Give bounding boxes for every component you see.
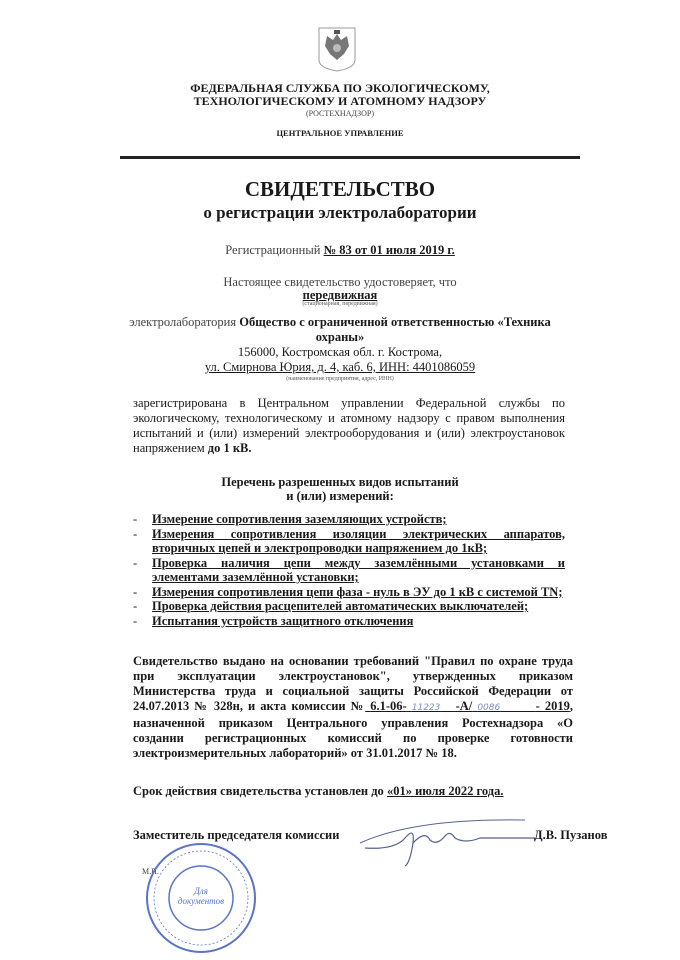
registered-paragraph	[133, 396, 565, 456]
document-title: СВИДЕТЕЛЬСТВО	[244, 177, 436, 201]
tests-list-title: Перечень разрешенных видов испытаний	[221, 475, 459, 489]
basis-paragraph	[133, 654, 573, 761]
stamp-text-cont: документов	[177, 896, 225, 906]
signature	[355, 808, 535, 868]
stamp-text: Для	[194, 886, 208, 896]
list-item-text: Испытания устройств защитного отключения	[152, 613, 414, 628]
address-line1: 156000, Костромская обл. г. Кострома,	[237, 345, 443, 359]
coat-of-arms-emblem	[317, 26, 357, 72]
address-line2: ул. Смирнова Юрия, д. 4, каб. 6, ИНН: 4401086059	[204, 360, 476, 374]
certifies-intro: Настоящее свидетельство удостоверяет, что	[223, 275, 457, 289]
list-item-text: Проверка наличия цепи между заземлёнными установками и элементами заземлённой установки;	[152, 555, 565, 584]
act-number-prefix: 6.1-06-	[370, 699, 407, 713]
agency-name-line2: ТЕХНОЛОГИЧЕСКОМУ И АТОМНОМУ НАДЗОРУ	[193, 94, 487, 108]
lab-type: передвижная	[302, 288, 378, 302]
list-item: - Измерения сопротивления цепи фаза - нуль в ЭУ до 1 кВ с системой TN;	[133, 585, 565, 600]
registered-voltage: до 1 кВ.	[207, 441, 252, 455]
list-item: - Измерение сопротивления заземляющих устройств;	[133, 512, 565, 527]
list-item: - Испытания устройств защитного отключения	[133, 614, 565, 629]
validity-date: «01» июля 2022 года.	[386, 784, 504, 798]
agency-short-name: (РОСТЕХНАДЗОР)	[305, 109, 375, 118]
organization-name: Общество с ограниченной ответственностью «Техника	[239, 315, 551, 329]
header-divider	[120, 156, 580, 159]
registration-number: № 83 от 01 июля 2019 г.	[323, 243, 455, 257]
act-number-handwritten: 11223	[411, 703, 441, 713]
signer-position: Заместитель председателя комиссии	[133, 828, 340, 842]
list-item: - Проверка действия расцепителей автоматических выключателей;	[133, 599, 565, 614]
list-item-text: Измерение сопротивления заземляющих устройств;	[152, 512, 447, 526]
act-number-handwritten2: 0086	[477, 703, 501, 713]
tests-list-title-cont: и (или) измерений:	[286, 489, 394, 503]
organization-line	[0, 315, 680, 330]
lab-type-hint: (стационарная, передвижная)	[302, 301, 378, 307]
validity-text: Срок действия свидетельства установлен до	[133, 784, 384, 798]
registered-text: зарегистрирована в Центральном управлении Федеральной службы по экологическому, технологическому и атомному надзору с правом выполнения испытаний и (или) измерений электрооборудования и (или) электроустановок напряжением	[133, 396, 565, 455]
stamp-mp-label: М.П.	[142, 867, 159, 876]
list-item-text: Измерения сопротивления цепи фаза - нуль в ЭУ до 1 кВ с системой TN;	[152, 584, 563, 599]
basis-text: Свидетельство выдано на основании требований "Правил по охране труда при эксплуатации электроустановок", утвержденных приказом Министерства труда и социальной защиты Российской Федерации от 24.07.2013 № 328н, и акта комиссии №	[133, 654, 573, 713]
document-subtitle: о регистрации электролаборатории	[203, 203, 477, 222]
registration-line	[0, 243, 680, 258]
list-item: - Измерения сопротивления изоляции электрических аппаратов, вторичных цепей и электропроводки напряжением до 1кВ;	[133, 526, 565, 555]
lab-label: электролаборатория	[129, 315, 237, 329]
list-item: - Проверка наличия цепи между заземлёнными установками и элементами заземлённой установки;	[133, 555, 565, 584]
act-number-year: - 2019	[535, 699, 570, 713]
signer-name: Д.В. Пузанов	[534, 828, 608, 842]
organization-name-cont: охраны»	[315, 330, 365, 344]
list-item-text: Проверка действия расцепителей автоматических выключателей;	[152, 599, 529, 613]
validity-line	[133, 784, 503, 799]
department-name: ЦЕНТРАЛЬНОЕ УПРАВЛЕНИЕ	[276, 128, 404, 138]
tests-list	[133, 512, 565, 628]
list-item-text: Измерения сопротивления изоляции электрических аппаратов, вторичных цепей и электропроводки напряжением до 1кВ;	[152, 526, 565, 555]
basis-text-cont: , назначенной приказом Центрального управления Ростехнадзора «О создании регистрационных комиссий по проверке готовности электроизмерительных лабораторий» от 31.01.2017 № 18.	[133, 699, 574, 760]
registration-label: Регистрационный	[225, 243, 321, 257]
act-number-mid: -А/	[455, 699, 473, 713]
address-hint: (наименование предприятия, адрес, ИНН)	[286, 376, 394, 382]
agency-name-line1: ФЕДЕРАЛЬНАЯ СЛУЖБА ПО ЭКОЛОГИЧЕСКОМУ,	[190, 81, 490, 95]
